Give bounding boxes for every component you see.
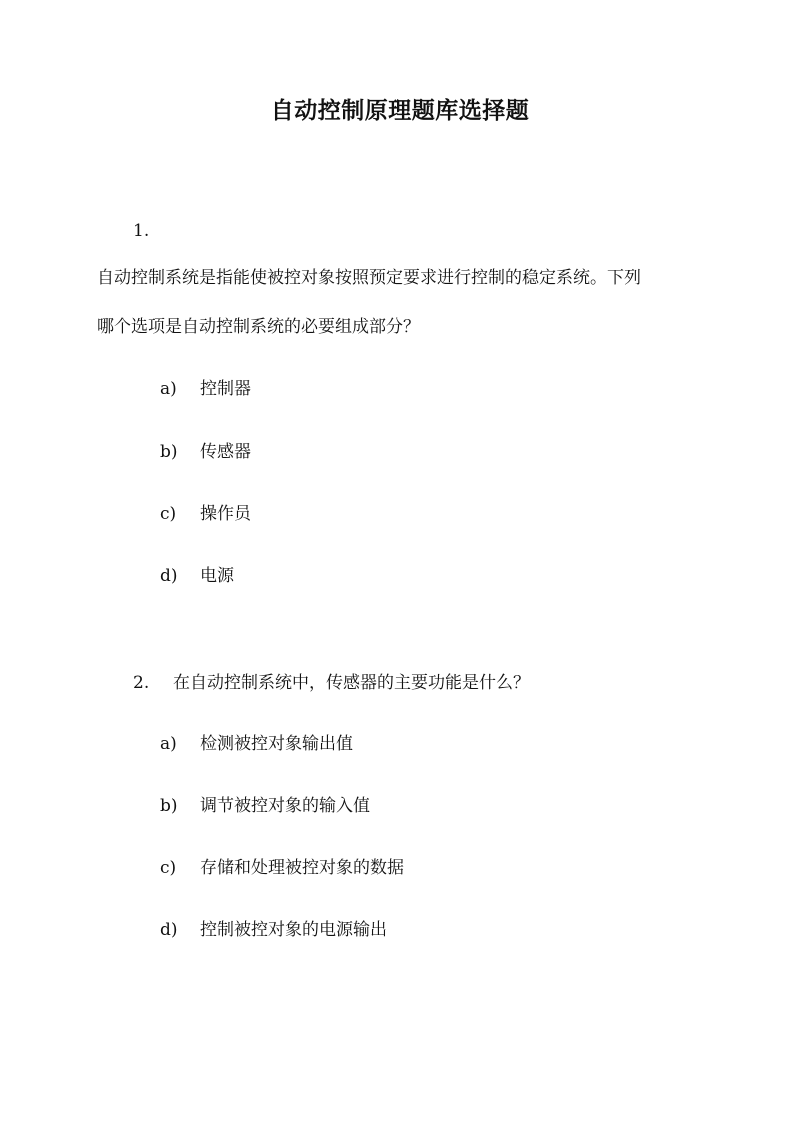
question-2-option-a	[160, 731, 353, 757]
option-text: 检测被控对象输出值	[200, 734, 353, 754]
question-1-option-b	[160, 439, 251, 465]
option-text: 存储和处理被控对象的数据	[200, 858, 404, 878]
question-1-option-a	[160, 376, 251, 402]
question-1-option-d	[160, 563, 234, 589]
option-letter: a)	[160, 734, 177, 754]
option-letter: c)	[160, 504, 177, 524]
option-letter: c)	[160, 858, 177, 878]
option-letter: d)	[160, 920, 178, 940]
option-text: 控制器	[200, 379, 251, 399]
question-2-option-b	[160, 793, 370, 819]
option-text: 电源	[200, 566, 234, 586]
question-1-stem-line-2: 哪个选项是自动控制系统的必要组成部分？	[97, 317, 420, 337]
question-1-stem-line-1: 自动控制系统是指能使被控对象按照预定要求进行控制的稳定系统。下列	[97, 268, 641, 288]
option-text: 控制被控对象的电源输出	[200, 920, 387, 940]
option-text: 调节被控对象的输入值	[200, 796, 370, 816]
option-letter: b)	[160, 796, 178, 816]
option-text: 传感器	[200, 442, 251, 462]
option-letter: a)	[160, 379, 177, 399]
question-2-option-c	[160, 855, 404, 881]
question-1-option-c	[160, 501, 251, 527]
question-2-option-d	[160, 917, 387, 943]
option-letter: d)	[160, 566, 178, 586]
question-1-number: 1.	[133, 221, 150, 241]
option-letter: b)	[160, 442, 178, 462]
question-2-text: 在自动控制系统中，传感器的主要功能是什么？	[173, 673, 530, 693]
question-2-number: 2.	[133, 673, 150, 693]
option-text: 操作员	[200, 504, 251, 524]
page-title: 自动控制原理题库选择题	[270, 97, 530, 124]
question-2-stem	[133, 670, 530, 696]
